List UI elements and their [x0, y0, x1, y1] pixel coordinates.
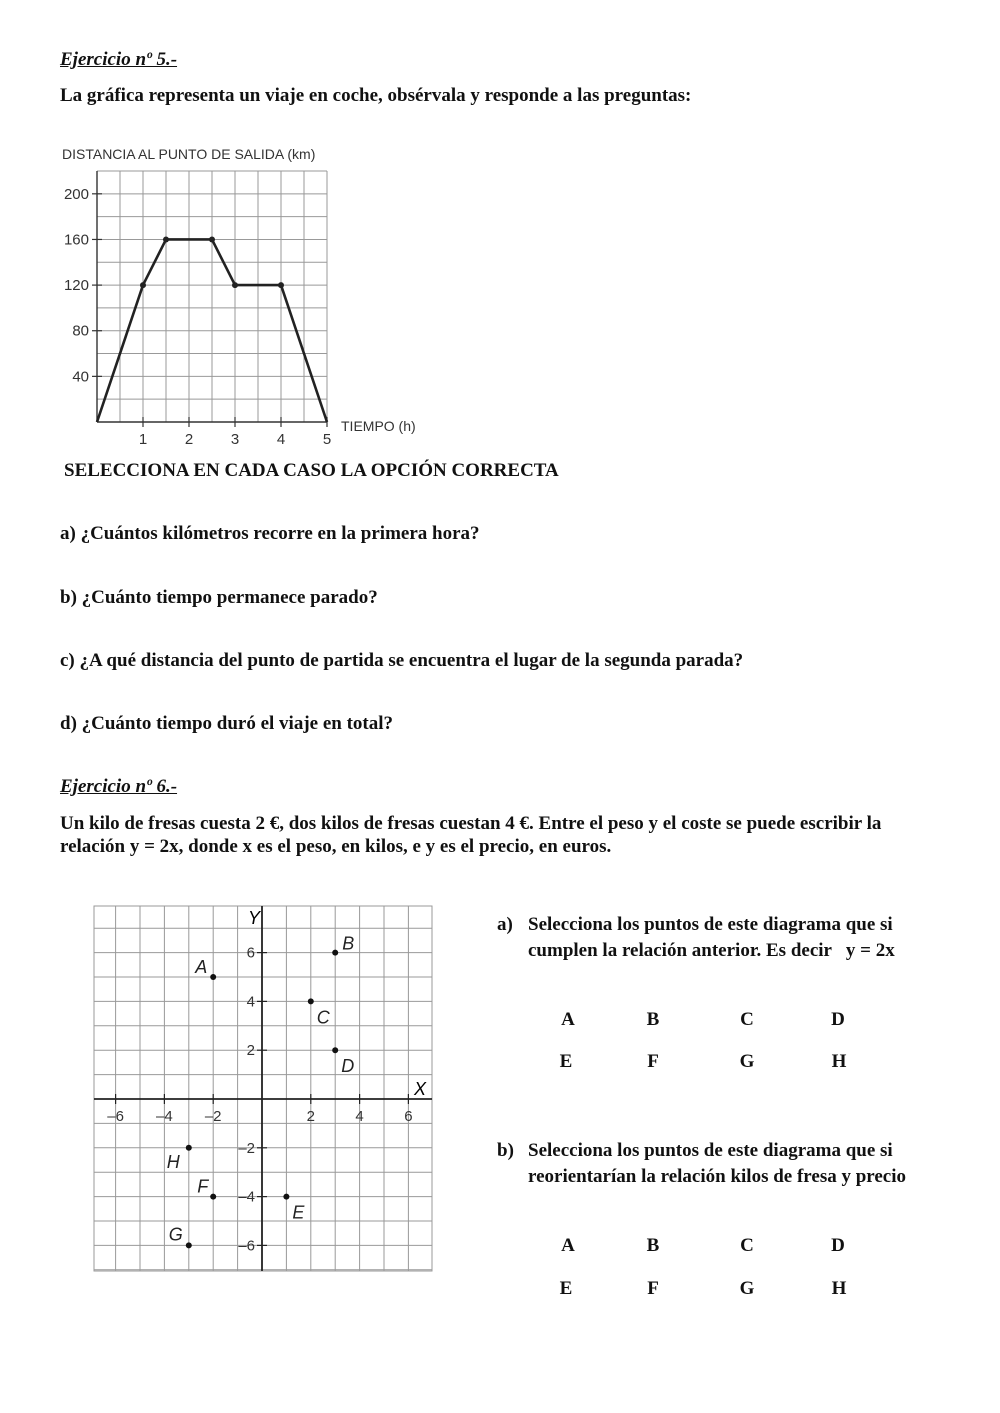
- trip-data-point: [278, 282, 284, 288]
- trip-x-tick-label: 3: [230, 431, 240, 448]
- part-b-option-G[interactable]: G: [739, 1278, 755, 1299]
- part-b-line1: Selecciona los puntos de este diagrama que si: [528, 1140, 893, 1161]
- coord-point-B: [332, 950, 338, 956]
- exercise-6-intro: [60, 812, 960, 858]
- coordinate-plane: [90, 900, 440, 1280]
- part-b-option-F[interactable]: F: [647, 1278, 659, 1299]
- trip-x-tick-label: 4: [276, 431, 286, 448]
- coord-point-H: [186, 1145, 192, 1151]
- coord-y-tick-label: 4: [246, 993, 255, 1011]
- coord-point-label-B: B: [342, 933, 355, 954]
- trip-y-tick-label: 40: [72, 368, 89, 386]
- part-b-line2: reorientarían la relación kilos de fresa y precio: [528, 1166, 907, 1187]
- coord-point-G: [186, 1242, 192, 1248]
- trip-x-axis-label: TIEMPO (h): [341, 418, 416, 434]
- trip-data-point: [140, 282, 146, 288]
- coord-x-axis-label: X: [414, 1079, 427, 1099]
- coord-y-tick-label: –4: [238, 1188, 255, 1206]
- trip-y-tick-label: 80: [72, 322, 89, 340]
- part-a-option-G[interactable]: G: [739, 1051, 755, 1072]
- part-b-option-A[interactable]: A: [561, 1235, 575, 1256]
- coord-point-label-G: G: [168, 1224, 183, 1245]
- question-d: d) ¿Cuánto tiempo duró el viaje en total?: [60, 713, 394, 734]
- trip-data-point: [209, 236, 215, 242]
- exercise-5-intro: La gráfica representa un viaje en coche, obsérvala y responde a las preguntas:: [60, 85, 692, 106]
- coord-x-tick-label: 4: [355, 1108, 364, 1125]
- coord-point-label-C: C: [316, 1007, 330, 1028]
- coord-y-tick-label: –2: [238, 1139, 255, 1157]
- question-c: c) ¿A qué distancia del punto de partida se encuentra el lugar de la segunda parada?: [60, 650, 744, 671]
- coord-frame: [94, 906, 432, 1271]
- trip-y-tick-label: 160: [63, 231, 89, 249]
- exercise-5-title: Ejercicio nº 5.-: [60, 49, 178, 70]
- coord-x-tick-label: –2: [204, 1108, 222, 1125]
- coord-y-tick-label: –6: [238, 1237, 255, 1255]
- trip-x-tick-label: 1: [138, 431, 148, 448]
- coord-x-tick-label: 6: [404, 1108, 413, 1125]
- part-b-option-E[interactable]: E: [559, 1278, 573, 1299]
- part-a-line1: Selecciona los puntos de este diagrama que si: [528, 914, 893, 935]
- part-a-line2: cumplen la relación anterior. Es decir y = 2x: [528, 940, 895, 961]
- trip-x-tick-label: 5: [322, 431, 332, 448]
- part-a-option-H[interactable]: H: [831, 1051, 847, 1072]
- part-a-text: [528, 912, 948, 964]
- coord-point-E: [283, 1194, 289, 1200]
- coord-y-axis-label: Y: [248, 908, 261, 928]
- trip-y-axis-label: DISTANCIA AL PUNTO DE SALIDA (km): [62, 146, 316, 162]
- trip-data-point: [232, 282, 238, 288]
- coord-point-label-D: D: [341, 1056, 355, 1077]
- coord-point-C: [308, 998, 314, 1004]
- coord-point-D: [332, 1047, 338, 1053]
- coord-x-tick-label: –6: [107, 1108, 124, 1125]
- coord-point-label-H: H: [166, 1151, 180, 1172]
- part-b-option-H[interactable]: H: [831, 1278, 847, 1299]
- part-b-text: [528, 1138, 968, 1190]
- question-b: b) ¿Cuánto tiempo permanece parado?: [60, 587, 378, 608]
- part-b-label: b): [497, 1140, 514, 1161]
- part-a-option-C[interactable]: C: [740, 1009, 754, 1030]
- exercise-6-intro-line1: Un kilo de fresas cuesta 2 €, dos kilos de fresas cuestan 4 €. Entre el peso y el coste se puede escribir la: [60, 813, 882, 834]
- part-a-option-A[interactable]: A: [561, 1009, 575, 1030]
- part-a-option-B[interactable]: B: [646, 1009, 660, 1030]
- question-a: a) ¿Cuántos kilómetros recorre en la primera hora?: [60, 523, 480, 544]
- coord-point-F: [210, 1194, 216, 1200]
- part-b-option-D[interactable]: D: [831, 1235, 845, 1256]
- part-a-label: a): [497, 914, 513, 935]
- part-a-option-D[interactable]: D: [831, 1009, 845, 1030]
- trip-data-point: [163, 236, 169, 242]
- exercise-6-intro-line2: relación y = 2x, donde x es el peso, en kilos, e y es el precio, en euros.: [60, 836, 612, 857]
- select-heading: SELECCIONA EN CADA CASO LA OPCIÓN CORRECTA: [64, 460, 559, 481]
- coord-point-A: [210, 974, 216, 980]
- trip-y-tick-label: 120: [63, 277, 89, 295]
- coord-point-label-E: E: [292, 1202, 305, 1223]
- coord-point-label-A: A: [195, 957, 208, 977]
- coord-point-label-F: F: [197, 1176, 209, 1197]
- trip-y-tick-label: 200: [63, 185, 89, 203]
- coord-y-tick-label: 2: [246, 1042, 255, 1060]
- coord-x-tick-label: –4: [156, 1108, 173, 1125]
- coord-y-tick-label: 6: [246, 944, 255, 962]
- part-b-option-B[interactable]: B: [646, 1235, 660, 1256]
- trip-distance-chart: [50, 140, 450, 460]
- part-a-option-E[interactable]: E: [559, 1051, 573, 1072]
- exercise-6-title: Ejercicio nº 6.-: [60, 776, 178, 797]
- part-a-option-F[interactable]: F: [647, 1051, 659, 1072]
- part-b-option-C[interactable]: C: [740, 1235, 754, 1256]
- trip-x-tick-label: 2: [184, 431, 194, 448]
- coord-x-tick-label: 2: [306, 1108, 315, 1125]
